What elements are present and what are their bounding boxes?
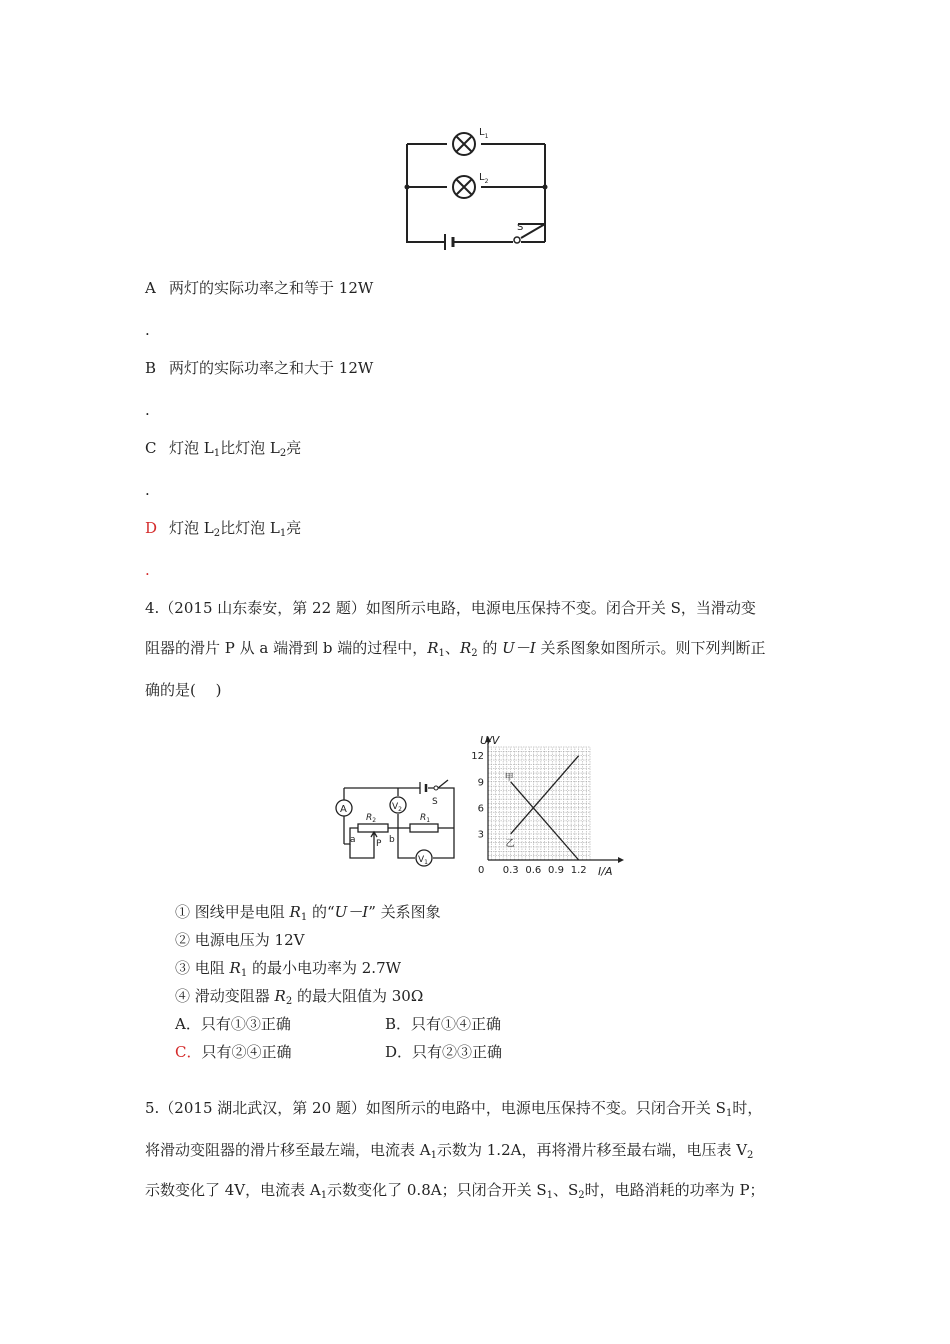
y-tick-label: 3 bbox=[477, 829, 484, 841]
dot-c: . bbox=[145, 481, 150, 499]
lamp-l1-icon bbox=[453, 133, 475, 155]
switch-pivot-icon bbox=[514, 237, 520, 243]
lamp-l2-icon bbox=[453, 176, 475, 198]
label-a: a bbox=[350, 835, 356, 845]
x-tick-label: 0.6 bbox=[525, 865, 542, 876]
voltmeter-v1-icon bbox=[416, 850, 432, 866]
dot-d: . bbox=[145, 561, 150, 579]
graph-labels bbox=[471, 735, 612, 878]
u-i-graph bbox=[460, 735, 630, 880]
choice-d: D．只有②③正确 bbox=[385, 1043, 503, 1061]
y-tick-label: 9 bbox=[477, 777, 484, 789]
statement-1: ① 图线甲是电阻 $R_1$ 的“U－I” 关系图象 bbox=[175, 903, 441, 923]
q5-line3: 示数变化了 4V，电流表 $A_1$示数变化了 0.8A；只闭合开关 $S_1$、$S_2$时，电路消耗的功率为 P； bbox=[145, 1181, 765, 1201]
svg-text:V2: $V_2$ bbox=[392, 802, 402, 813]
label-s: S bbox=[432, 797, 438, 807]
statement-2: ② 电源电压为 12V bbox=[175, 931, 305, 949]
y-axis-label: U/V bbox=[480, 735, 500, 747]
label-r2: $R_2$ bbox=[366, 813, 377, 824]
statement-4: ④ 滑动变阻器 $R_2$ 的最大阻值为 30Ω bbox=[175, 987, 424, 1007]
ammeter-a-icon bbox=[336, 800, 352, 816]
q4-line3: 确的是( ) bbox=[145, 681, 222, 699]
choice-c: C．只有②④正确 bbox=[175, 1043, 292, 1061]
x-tick-label: 1.2 bbox=[570, 865, 587, 876]
q4-line1: 4.（2015 山东泰安，第 22 题）如图所示电路，电源电压保持不变。闭合开关 S，当滑动变 bbox=[145, 599, 756, 617]
dot-a: . bbox=[145, 321, 150, 339]
x-tick-label: 0 bbox=[478, 865, 485, 876]
answer-letter-c: C． bbox=[175, 1043, 202, 1061]
x-tick-label: 0.3 bbox=[502, 865, 519, 876]
svg-text:V1: $V_1$ bbox=[418, 855, 428, 866]
label-l1: $L_1$ bbox=[479, 127, 489, 140]
answer-letter-d: D bbox=[145, 519, 158, 537]
rheostat-r2-icon bbox=[358, 824, 388, 832]
series-label-yi: 乙 bbox=[505, 838, 515, 849]
y-tick-label: 6 bbox=[477, 803, 484, 815]
rheostat-circuit-figure bbox=[330, 770, 460, 870]
option-b: B 两灯的实际功率之和大于 12W bbox=[145, 359, 374, 377]
option-c: C 灯泡 $L_1$比灯泡 $L_2$亮 bbox=[145, 439, 302, 459]
q4-line2: 阻器的滑片 P 从 a 端滑到 b 端的过程中，$R_1$、$R_2$ 的 U－I 关系图象如图所示。则下列判断正 bbox=[145, 639, 766, 659]
x-axis-label: I/A bbox=[598, 865, 613, 878]
resistor-r1-icon bbox=[410, 824, 438, 832]
q5-line2: 将滑动变阻器的滑片移至最左端，电流表 $A_1$示数为 1.2A，再将滑片移至最右端，电压表 $V_2$ bbox=[145, 1141, 754, 1161]
statement-3: ③ 电阻 $R_1$ 的最小电功率为 2.7W bbox=[175, 959, 402, 979]
label-s: S bbox=[517, 222, 524, 233]
choice-b: B．只有①④正确 bbox=[385, 1015, 502, 1033]
voltmeter-v2-icon bbox=[390, 797, 406, 813]
x-axis-arrow-icon bbox=[618, 857, 624, 863]
parallel-lamp-circuit-figure bbox=[395, 120, 560, 250]
label-r1: $R_1$ bbox=[420, 813, 431, 824]
dot-b: . bbox=[145, 401, 150, 419]
label-l2: $L_2$ bbox=[479, 172, 489, 185]
svg-text:A: A bbox=[340, 804, 347, 815]
switch-pivot-icon bbox=[434, 786, 438, 790]
graph-grid bbox=[488, 747, 590, 860]
option-d: D 灯泡 $L_2$比灯泡 $L_1$亮 bbox=[145, 519, 302, 539]
label-b: b bbox=[389, 835, 395, 845]
option-a: A 两灯的实际功率之和等于 12W bbox=[145, 279, 374, 297]
x-tick-label: 0.9 bbox=[548, 865, 564, 876]
q5-line1: 5.（2015 湖北武汉，第 20 题）如图所示的电路中，电源电压保持不变。只闭合开关 $S_1$时， bbox=[145, 1099, 763, 1119]
label-p: P bbox=[376, 839, 382, 849]
series-label-jia: 甲 bbox=[504, 772, 514, 783]
choice-a: A．只有①③正确 bbox=[175, 1015, 291, 1033]
y-tick-label: 12 bbox=[471, 751, 484, 763]
